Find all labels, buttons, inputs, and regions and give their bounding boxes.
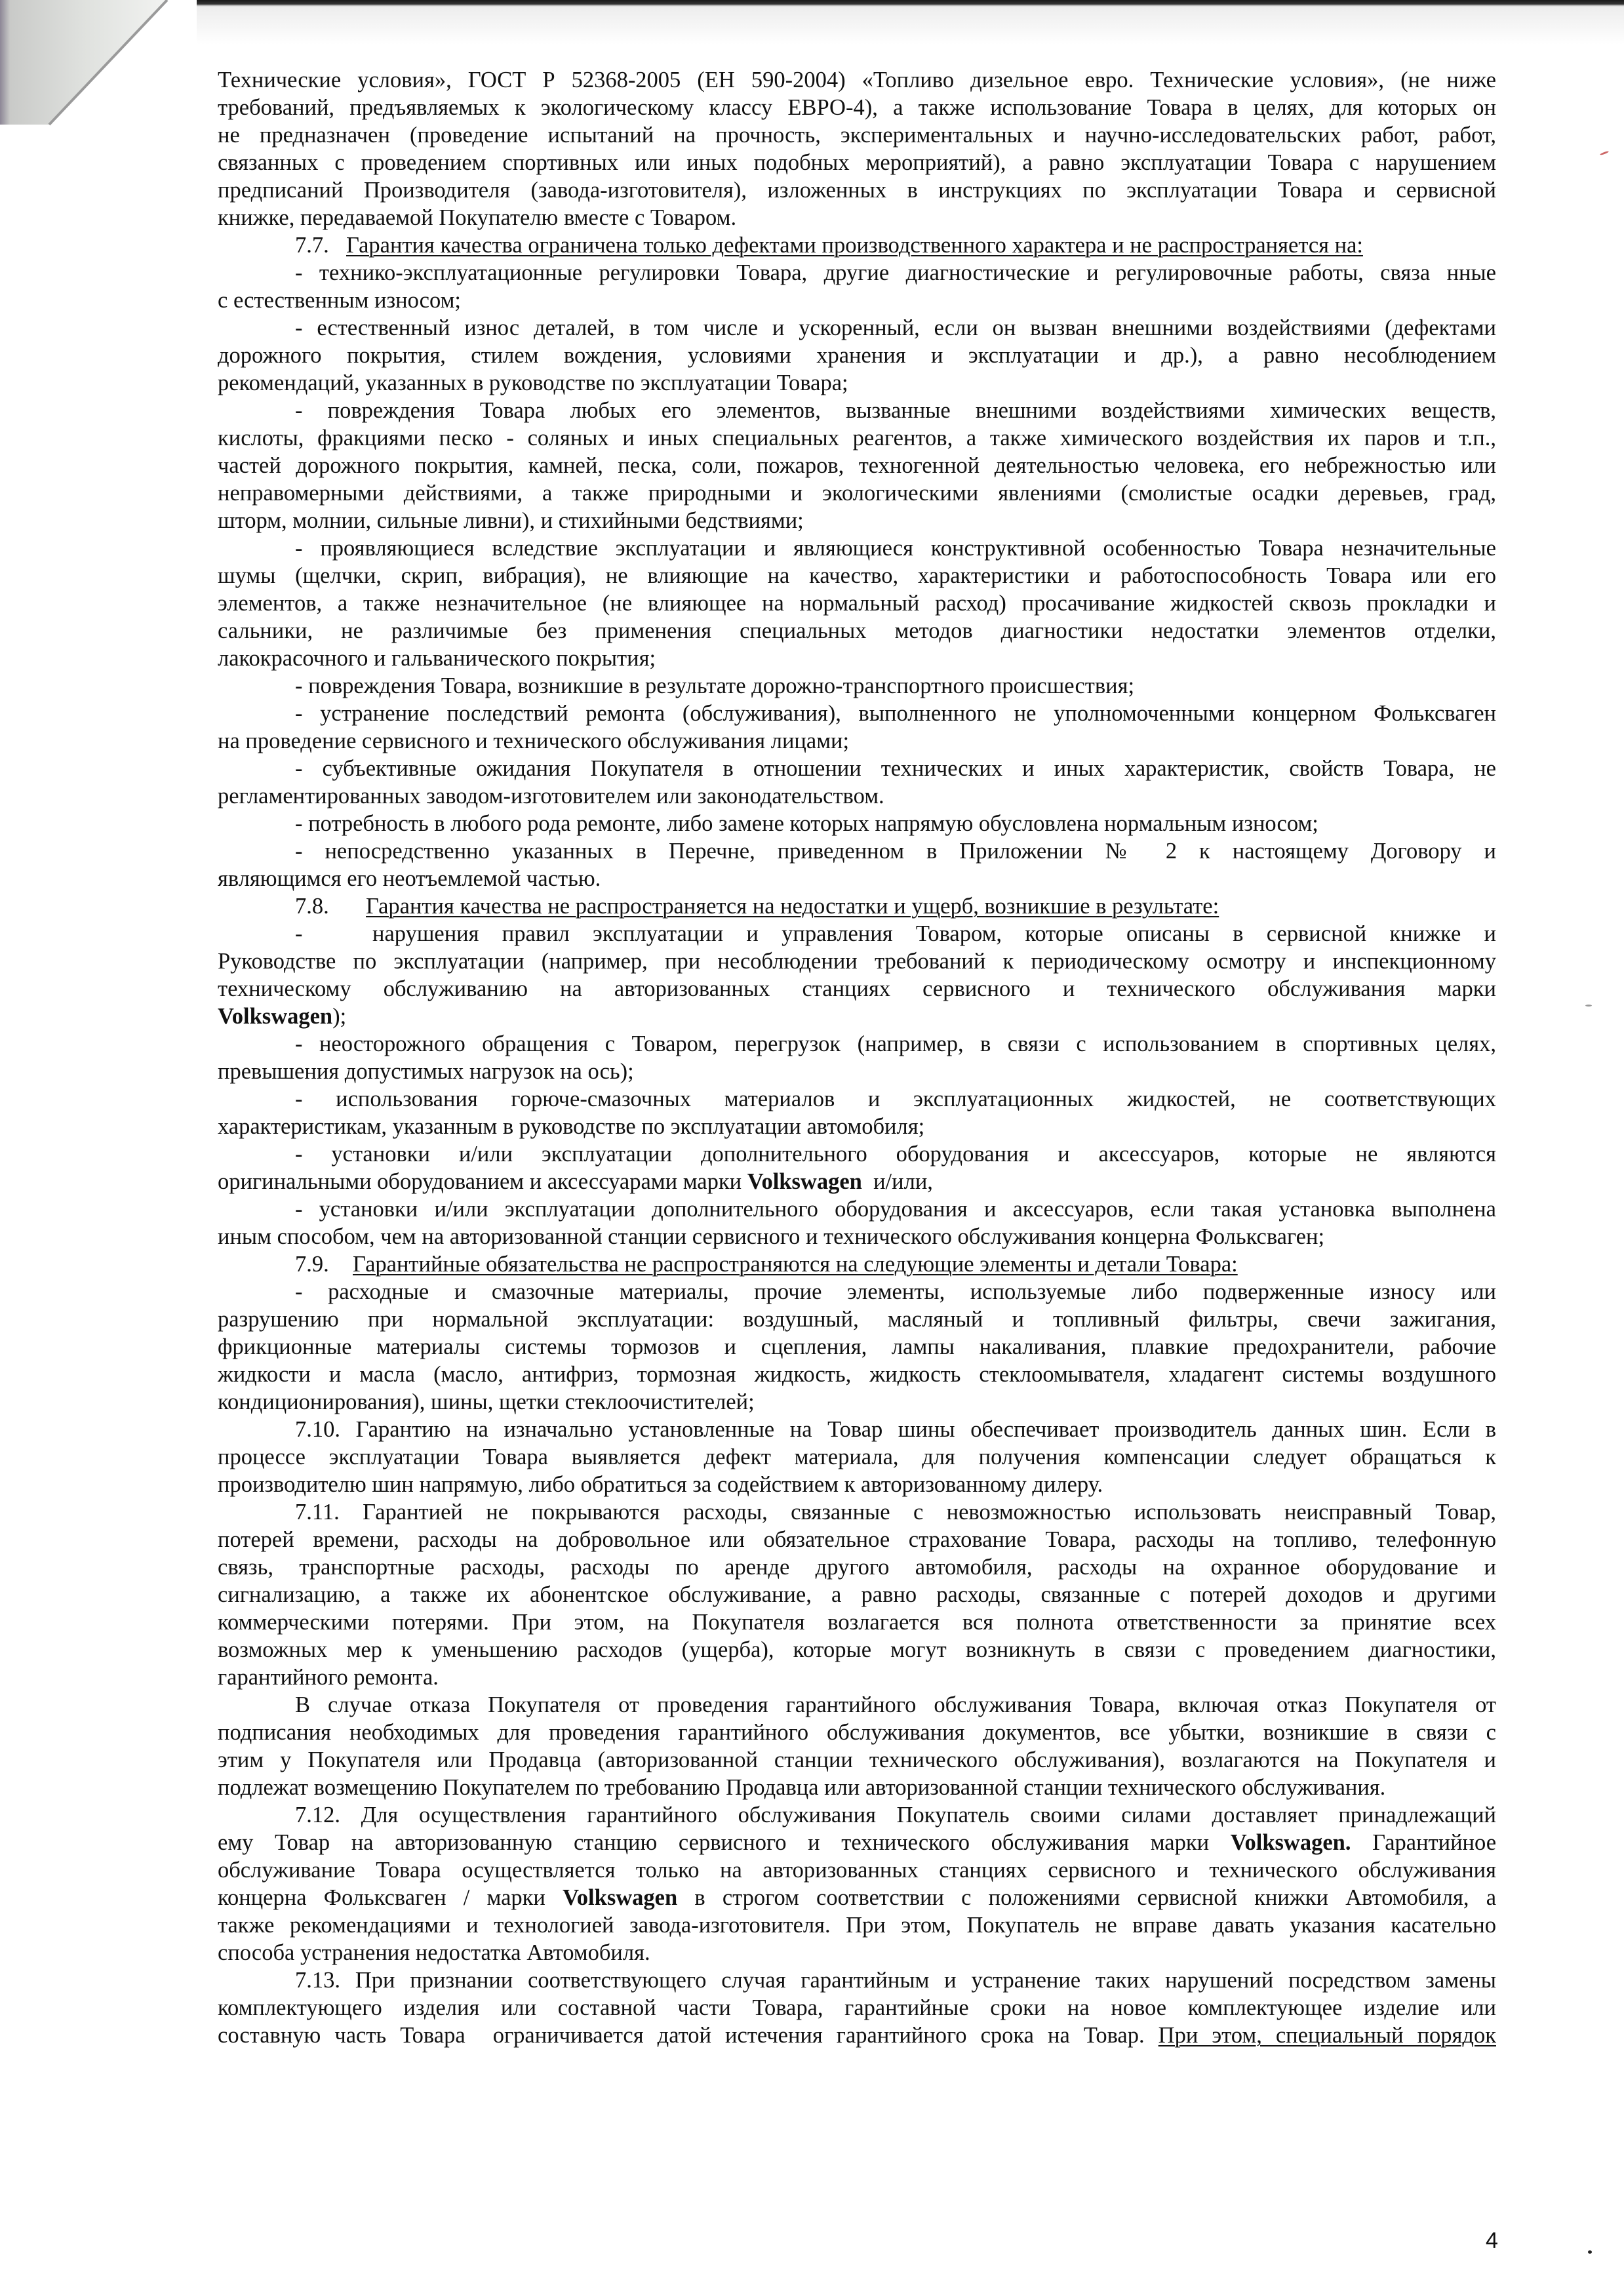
text-span: ему Товар на авторизованную станцию сервисного и технического обслуживания марки xyxy=(218,1830,1231,1855)
list-dash: - xyxy=(295,921,303,946)
scan-speck xyxy=(1588,2250,1592,2254)
text-line xyxy=(218,1884,1496,1911)
text-line: - установки и/или эксплуатации дополнительного оборудования и аксессуаров, если такая установка выполнена xyxy=(295,1197,1496,1222)
text-span: составную часть Товара ограничивается датой истечения гарантийного срока на Товар. xyxy=(218,2023,1159,2048)
text-line: не предназначен (проведение испытаний на прочность, экспериментальных и научно-исследовательских работ, работ, xyxy=(218,123,1496,148)
text-line: Руководстве по эксплуатации (например, при несоблюдении требований к периодическому осмотру и инспекционному xyxy=(218,949,1496,974)
text-line: подписания необходимых для проведения гарантийного обслуживания документов, все убытки, возникшие в связи с xyxy=(218,1720,1496,1745)
text-span: в строгом соответствии с положениями сервисной книжки Автомобиля, а xyxy=(677,1885,1497,1910)
text-line: - субъективные ожидания Покупателя в отношении технических и иных характеристик, свойств Товара, не xyxy=(295,756,1496,781)
text-line: с естественным износом; xyxy=(218,288,462,313)
text-line: Технические условия», ГОСТ Р 52368-2005 (ЕН 590-2004) «Топливо дизельное евро. Технические условия», (не ниже xyxy=(218,68,1496,92)
text-line: - установки и/или эксплуатации дополнительного оборудования и аксессуаров, которые не являются xyxy=(295,1142,1496,1167)
section-7-10: 7.10. Гарантию на изначально установленные на Товар шины обеспечивает производитель данных шин. Если в xyxy=(295,1417,1496,1442)
text-line: - неосторожного обращения с Товаром, перегрузок (например, в связи с использованием в спортивных целях, xyxy=(295,1031,1496,1056)
section-title: Гарантия качества ограничена только дефектами производственного характера и не распространяется на: xyxy=(346,233,1363,258)
text-line: сигнализацию, а также их абонентское обслуживание, а равно расходы, связанные с потерей доходов и другими xyxy=(218,1582,1496,1607)
brand-name: Volkswagen xyxy=(218,1004,333,1029)
section-7-7-heading xyxy=(218,231,1496,259)
section-7-9-heading xyxy=(218,1250,1496,1278)
text-line: предписаний Производителя (завода-изготовителя), изложенных в инструкциях по эксплуатации Товара и сервисной xyxy=(218,178,1496,203)
page-number: 4 xyxy=(1486,2228,1498,2253)
text-line: жидкости и масла (масло, антифриз, тормозная жидкость, жидкость стеклоомывателя, хладагент системы воздушного xyxy=(218,1362,1496,1387)
text-line: процессе эксплуатации Товара выявляется дефект материала, для получения компенсации следует обращаться к xyxy=(218,1445,1496,1469)
text-line: В случае отказа Покупателя от проведения гарантийного обслуживания Товара, включая отказ Покупателя от xyxy=(295,1692,1496,1717)
brand-name: Volkswagen. xyxy=(1230,1830,1351,1855)
text-line: потерей времени, расходы на добровольное или обязательное страхование Товара, расходы на топливо, телефонную xyxy=(218,1527,1496,1552)
text-line: - расходные и смазочные материалы, прочие элементы, используемые либо подверженные износу или xyxy=(295,1279,1496,1304)
text-line: коммерческими потерями. При этом, на Покупателя возлагается вся полнота ответственности за принятие всех xyxy=(218,1610,1496,1635)
text-line: - непосредственно указанных в Перечне, приведенном в Приложении № 2 к настоящему Договору и xyxy=(295,839,1496,864)
brand-name: Volkswagen xyxy=(747,1169,862,1194)
text-line: подлежат возмещению Покупателем по требованию Продавца или авторизованной станции технического обслуживания. xyxy=(218,1775,1386,1800)
text-line: - потребность в любого рода ремонте, либо замене которых напрямую обусловлена нормальным износом; xyxy=(295,811,1318,836)
text-line: характеристикам, указанным в руководстве по эксплуатации автомобиля; xyxy=(218,1114,925,1139)
text-line: книжке, передаваемой Покупателю вместе с Товаром. xyxy=(218,205,737,230)
text-line: требований, предъявляемых к экологическому классу ЕВРО-4), а также использование Товара в целях, для которых он xyxy=(218,95,1496,120)
text-line: связанных с проведением спортивных или иных подобных мероприятий), а равно эксплуатации Товара с нарушением xyxy=(218,150,1496,175)
text-line: - повреждения Товара, возникшие в результате дорожно-транспортного происшествия; xyxy=(295,673,1135,698)
section-number: 7.9. xyxy=(295,1252,329,1277)
text-line: гарантийного ремонта. xyxy=(218,1665,439,1690)
scan-shadow xyxy=(197,5,1624,45)
scan-speck xyxy=(1600,151,1609,156)
section-number: 7.7. xyxy=(295,233,329,258)
text-line xyxy=(218,1829,1496,1856)
brand-name: Volkswagen xyxy=(563,1885,678,1910)
folded-page-corner xyxy=(0,0,170,2295)
section-7-12: 7.12. Для осуществления гарантийного обслуживания Покупатель своими силами доставляет принадлежащий xyxy=(295,1803,1496,1827)
text-line: рекомендаций, указанных в руководстве по эксплуатации Товара; xyxy=(218,370,848,395)
text-line: шумы (щелчки, скрип, вибрация), не влияющие на качество, характеристики и работоспособность Товара или его xyxy=(218,563,1496,588)
text-line xyxy=(218,1168,1496,1195)
text-span: Гарантийное xyxy=(1351,1830,1497,1855)
text-line: техническому обслуживанию на авторизованных станциях сервисного и технического обслуживания марки xyxy=(218,976,1496,1001)
text-span: концерна Фольксваген / марки xyxy=(218,1885,563,1910)
text-line: иным способом, чем на авторизованной станции сервисного и технического обслуживания концерна Фольксваген; xyxy=(218,1224,1325,1249)
text-line: кислоты, фракциями песко - соляных и иных специальных реагентов, а также химического воздействия их паров и т.п., xyxy=(218,426,1496,450)
text-line: возможных мер к уменьшению расходов (ущерба), которые могут возникнуть в связи с проведением диагностики, xyxy=(218,1637,1496,1662)
text-line: этим у Покупателя или Продавца (авторизованной станции технического обслуживания), возлагаются на Покупателя и xyxy=(218,1747,1496,1772)
text-line: связь, транспортные расходы, расходы по аренде другого автомобиля, расходы на охранное оборудование и xyxy=(218,1555,1496,1580)
section-7-13: 7.13. При признании соответствующего случая гарантийным и устранение таких нарушений посредством замены xyxy=(295,1968,1496,1993)
text-line: сальники, не различимые без применения специальных методов диагностики недостатки элементов отделки, xyxy=(218,618,1496,643)
text-line: производителю шин напрямую, либо обратиться за содействием к авторизованному дилеру. xyxy=(218,1472,1103,1497)
text-span: и/или, xyxy=(862,1169,933,1194)
section-7-8-heading xyxy=(218,892,1496,920)
text-line: на проведение сервисного и технического обслуживания лицами; xyxy=(218,728,850,753)
text-line: являющимся его неотъемлемой частью. xyxy=(218,866,601,891)
text-line: способа устранения недостатка Автомобиля. xyxy=(218,1940,650,1965)
section-number: 7.8. xyxy=(295,894,329,919)
text-line: - устранение последствий ремонта (обслуживания), выполненного не уполномоченными концерном Фольксваген xyxy=(295,701,1496,726)
text-line xyxy=(218,1003,1496,1030)
text-line xyxy=(218,920,1496,948)
text-line: обслуживание Товара осуществляется только на авторизованных станциях сервисного и технического обслуживания xyxy=(218,1858,1496,1883)
text-line xyxy=(218,2022,1496,2049)
section-title: Гарантия качества не распространяется на недостатки и ущерб, возникшие в результате: xyxy=(366,894,1219,919)
text-span: ); xyxy=(332,1004,347,1029)
text-line: фрикционные материалы системы тормозов и сцепления, лампы накаливания, плавкие предохранители, рабочие xyxy=(218,1334,1496,1359)
text-line: регламентированных заводом-изготовителем или законодательством. xyxy=(218,784,884,808)
text-line: - проявляющиеся вследствие эксплуатации и являющиеся конструктивной особенностью Товара незначительные xyxy=(295,536,1496,561)
scan-speck xyxy=(1585,1005,1592,1007)
text-line: дорожного покрытия, стилем вождения, условиями хранения и эксплуатации и др.), а равно несоблюдением xyxy=(218,343,1496,368)
text-span: оригинальными оборудованием и аксессуарами марки xyxy=(218,1169,747,1194)
text-line: частей дорожного покрытия, камней, песка, соли, пожаров, техногенной деятельностью человека, его небрежностью или xyxy=(218,453,1496,478)
text-line: неправомерными действиями, а также природными и экологическими явлениями (смолистые осадки деревьев, град, xyxy=(218,481,1496,506)
section-7-11: 7.11. Гарантией не покрываются расходы, связанные с невозможностью использовать неисправный Товар, xyxy=(295,1500,1496,1525)
underlined-text: При этом, специальный порядок xyxy=(1158,2023,1496,2048)
text-line: элементов, а также незначительное (не влияющее на нормальный расход) просачивание жидкостей сквозь прокладки и xyxy=(218,591,1496,616)
text-line: кондиционирования), шины, щетки стеклоочистителей; xyxy=(218,1389,755,1414)
section-title: Гарантийные обязательства не распространяются на следующие элементы и детали Товара: xyxy=(353,1252,1238,1277)
text-line: - повреждения Товара любых его элементов, вызванные внешними воздействиями химических веществ, xyxy=(295,398,1496,423)
text-line: комплектующего изделия или составной части Товара, гарантийные сроки на новое комплектующее изделие или xyxy=(218,1995,1496,2020)
text-line: разрушению при нормальной эксплуатации: воздушный, масляный и топливный фильтры, свечи зажигания, xyxy=(218,1307,1496,1332)
text-line: лакокрасочного и гальванического покрытия; xyxy=(218,646,656,671)
text-line: также рекомендациями и технологией завода-изготовителя. При этом, Покупатель не вправе давать указания касательно xyxy=(218,1913,1496,1938)
text-line: шторм, молнии, сильные ливни), и стихийными бедствиями; xyxy=(218,508,804,533)
text-line: - использования горюче-смазочных материалов и эксплуатационных жидкостей, не соответствующих xyxy=(295,1087,1496,1111)
text-line: - естественный износ деталей, в том числе и ускоренный, если он вызван внешними воздействиями (дефектами xyxy=(295,315,1496,340)
text-line: - технико-эксплуатационные регулировки Товара, другие диагностические и регулировочные работы, связа нные xyxy=(295,260,1496,285)
text-line: превышения допустимых нагрузок на ось); xyxy=(218,1059,634,1084)
text-span: нарушения правил эксплуатации и управления Товаром, которые описаны в сервисной книжке и xyxy=(372,921,1496,946)
